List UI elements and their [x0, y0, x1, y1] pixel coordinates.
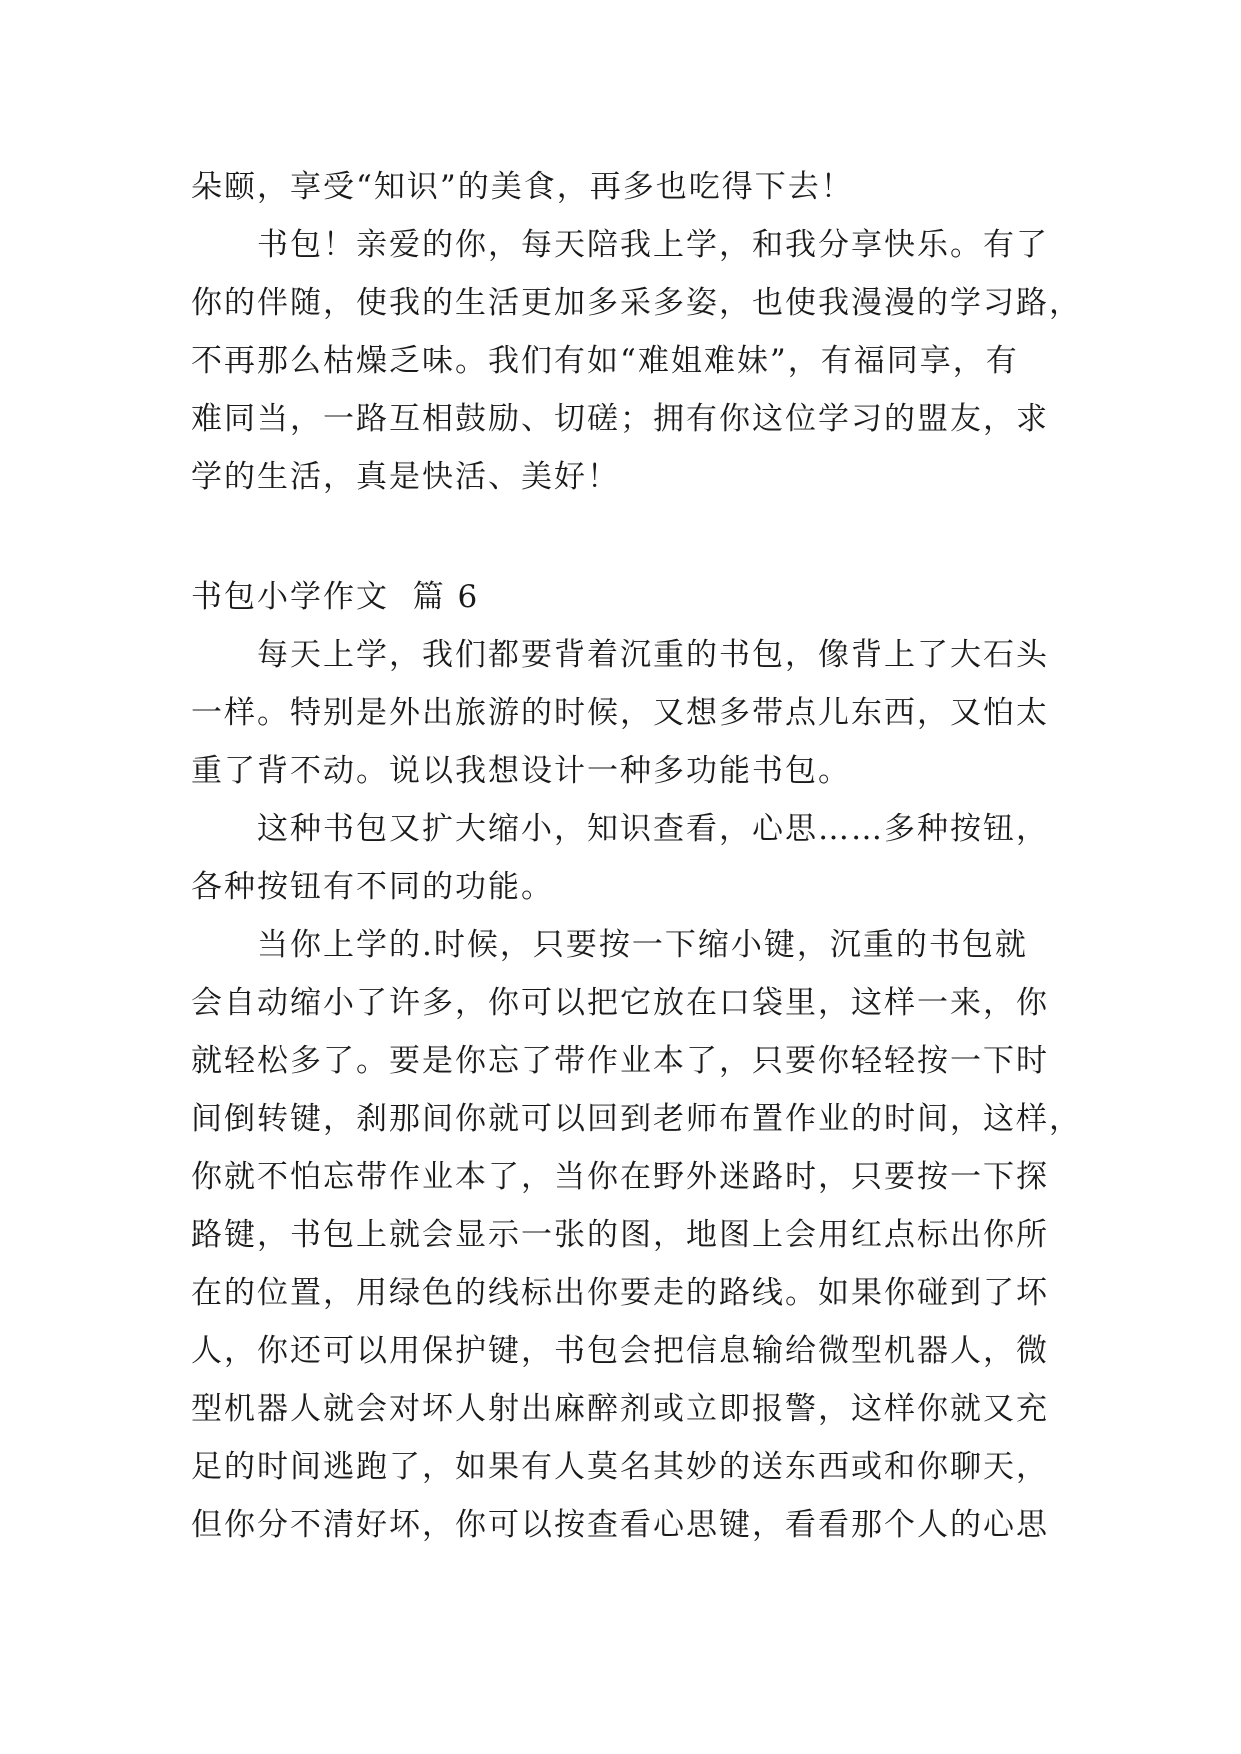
paragraph-line: 人，你还可以用保护键，书包会把信息输给微型机器人，微	[191, 1333, 1049, 1369]
paragraph-line: 你就不怕忘带作业本了，当你在野外迷路时，只要按一下探	[191, 1159, 1049, 1195]
paragraph-line: 一样。特别是外出旅游的时候，又想多带点儿东西，又怕太	[191, 695, 1049, 731]
paragraph-line: 型机器人就会对坏人射出麻醉剂或立即报警，这样你就又充	[191, 1391, 1049, 1427]
paragraph-line: 难同当，一路互相鼓励、切磋；拥有你这位学习的盟友，求	[191, 401, 1049, 437]
previous-section-text	[191, 158, 1082, 506]
paragraph-line: 但你分不清好坏，你可以按查看心思键，看看那个人的心思	[191, 1507, 1049, 1543]
paragraph-line: 就轻松多了。要是你忘了带作业本了，只要你轻轻按一下时	[191, 1043, 1049, 1079]
paragraph-line: 路键，书包上就会显示一张的图，地图上会用红点标出你所	[191, 1217, 1049, 1253]
paragraph-line: 书包！亲爱的你，每天陪我上学，和我分享快乐。有了	[257, 227, 1049, 263]
paragraph-line: 在的位置，用绿色的线标出你要走的路线。如果你碰到了坏	[191, 1275, 1049, 1311]
paragraph-line: 当你上学的.时候，只要按一下缩小键，沉重的书包就	[257, 927, 1028, 963]
paragraph-line: 各种按钮有不同的功能。	[191, 869, 554, 905]
paragraph-line: 你的伴随，使我的生活更加多采多姿，也使我漫漫的学习路，	[191, 285, 1082, 321]
section-heading: 书包小学作文 篇 6	[191, 579, 480, 615]
paragraph-line: 学的生活，真是快活、美好！	[191, 459, 620, 495]
section-body-text	[191, 626, 1082, 1554]
section-heading-block	[191, 568, 1061, 626]
paragraph-line: 间倒转键，刹那间你就可以回到老师布置作业的时间，这样，	[191, 1101, 1082, 1137]
paragraph-line: 不再那么枯燥乏味。我们有如“难姐难妹”，有福同享，有	[191, 343, 1019, 379]
paragraph-line: 重了背不动。说以我想设计一种多功能书包。	[191, 753, 851, 789]
paragraph-line: 足的时间逃跑了，如果有人莫名其妙的送东西或和你聊天，	[191, 1449, 1049, 1485]
paragraph-line: 每天上学，我们都要背着沉重的书包，像背上了大石头	[257, 637, 1049, 673]
paragraph-line: 这种书包又扩大缩小，知识查看，心思……多种按钮，	[257, 811, 1049, 847]
paragraph-line: 朵颐，享受“知识”的美食，再多也吃得下去！	[191, 169, 854, 205]
paragraph-line: 会自动缩小了许多，你可以把它放在口袋里，这样一来，你	[191, 985, 1049, 1021]
